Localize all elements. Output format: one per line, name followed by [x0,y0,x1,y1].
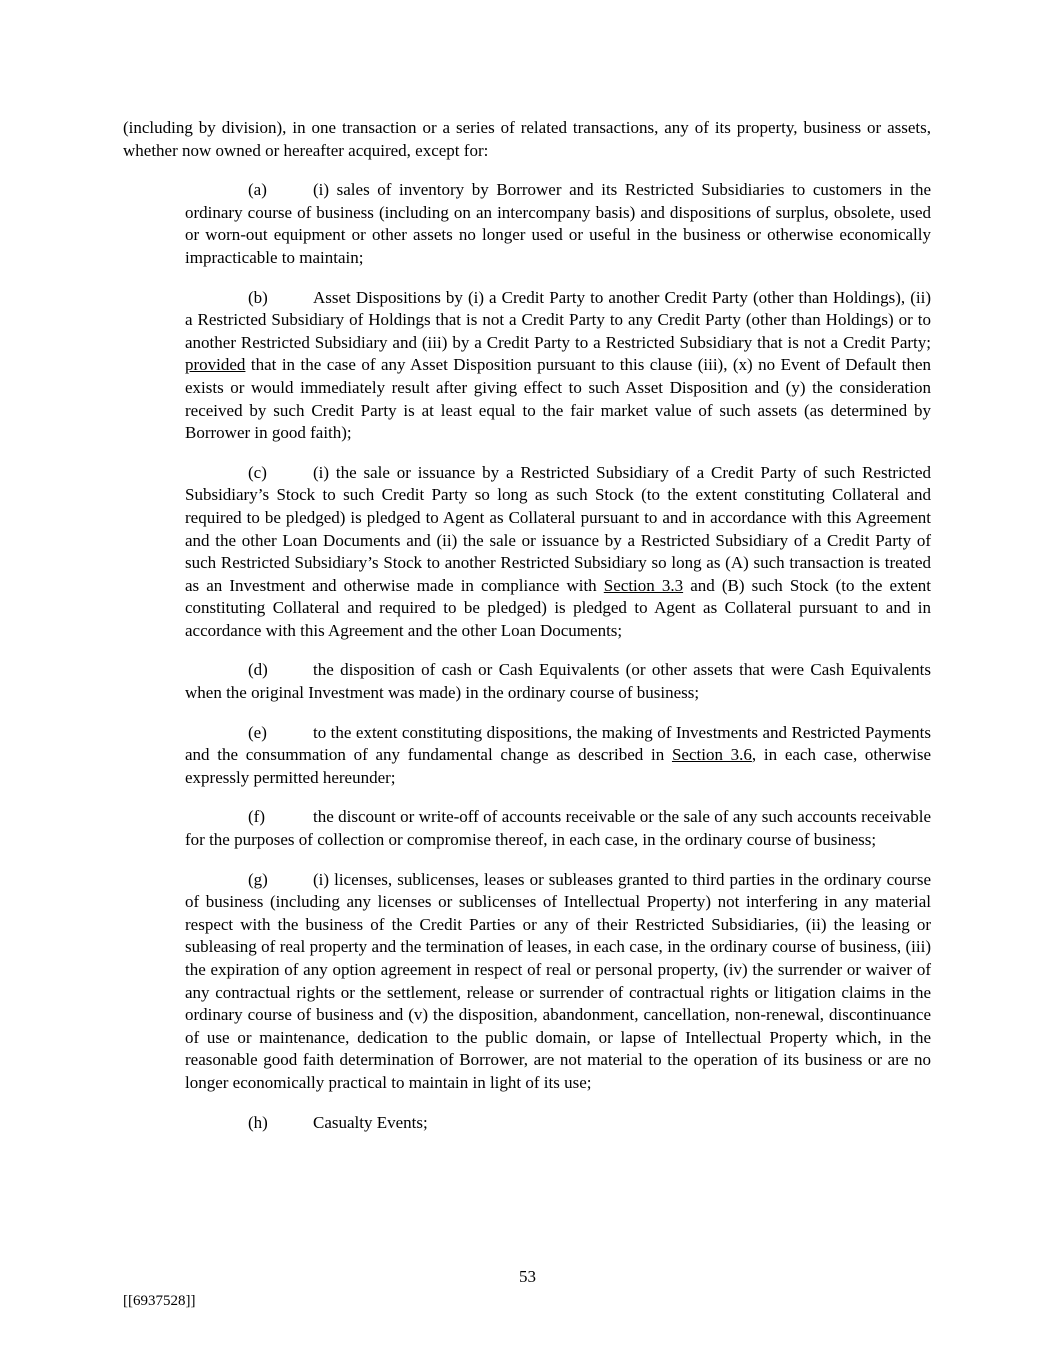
document-id-footer: [[6937528]] [123,1293,196,1309]
clause-a-text: (i) sales of inventory by Borrower and its Restricted Subsidiaries to customers in the ordinary course of business (including on an intercompany basis) and dispositions of surplus, obsolete, used or worn-out equipment or other assets no longer used or useful in the business or otherwise economically impracticable to maintain; [185,180,931,267]
clause-e-text: to the extent constituting dispositions, the making of Investments and Restricted Payments and the consummation of any fundamental change as described in Section 3.6, in each case, otherwise expressly permitted hereunder; [185,722,932,787]
clause-d [185,659,931,704]
clause-f [185,806,931,851]
document-body [123,117,931,1151]
intro-paragraph: (including by division), in one transaction or a series of related transactions, any of its property, business or assets, whether now owned or hereafter acquired, except for: [123,118,931,160]
clause-a-label: (a) [248,180,267,200]
clause-f-label: (f) [248,807,265,827]
clause-h-text: Casualty Events; [313,1112,428,1132]
clause-d-label: (d) [248,660,268,680]
clause-g-label: (g) [248,869,268,889]
clause-g-text: (i) licenses, sublicenses, leases or subleases granted to third parties in the ordinary course of business (including any licenses or sublicenses of Intellectual Property) not interfering in any material respect with the business of the Credit Parties or any of their Restricted Subsidiaries, (ii) the leasing or subleasing of real property and the termination of leases, in each case, in the ordinary course of business, (iii) the expiration of any option agreement in respect of real or personal property, (iv) the surrender or waiver of any contractual rights or the settlement, release or surrender of contractual rights or litigation claims in the ordinary course of business and (v) the disposition, abandonment, cancellation, non-renewal, discontinuance of use or maintenance, dedication to the public domain, or lapse of Intellectual Property which, in the reasonable good faith determination of Borrower, are not material to the operation of its business or are no longer economically practical to maintain in light of its use; [185,869,931,1092]
clause-d-text: the disposition of cash or Cash Equivalents (or other assets that were Cash Equivalents when the original Investment was made) in the ordinary course of business; [185,660,931,703]
clause-h-label: (h) [248,1112,268,1132]
clause-c-label: (c) [248,462,267,482]
clause-c [185,462,931,643]
clause-b-text: Asset Dispositions by (i) a Credit Party to another Credit Party (other than Holdings), (ii) a Restricted Subsidiary of Holdings that is not a Credit Party to any Credit Party (other than Holdings) or to another Restricted Subsidiary and (iii) by a Credit Party to a Restricted Subsidiary that is not a Credit Party; provided that in the case of any Asset Disposition pursuant to this clause (iii), (x) no Event of Default then exists or would immediately result after giving effect to such Asset Disposition and (y) the consideration received by such Credit Party is at least equal to the fair market value of such assets (as determined by Borrower in good faith); [185,287,931,443]
clause-a [185,179,931,269]
clause-e-label: (e) [248,722,267,742]
clause-b-label: (b) [248,287,268,307]
clause-h [185,1112,931,1135]
page-number: 53 [519,1267,536,1286]
clause-c-text: (i) the sale or issuance by a Restricted Subsidiary of a Credit Party of such Restricted Subsidiary’s Stock to such Credit Party so long as such Stock (to the extent constituting Collateral and required to be pledged) is pledged to Agent as Collateral pursuant to and in accordance with this Agreement and the other Loan Documents and (ii) the sale or issuance by a Restricted Subsidiary of a Credit Party of such Restricted Subsidiary’s Stock to another Restricted Subsidiary so long as (A) such transaction is treated as an Investment and otherwise made in compliance with Section 3.3 and (B) such Stock (to the extent constituting Collateral and required to be pledged) is pledged to Agent as Collateral pursuant to and in accordance with this Agreement and the other Loan Documents; [185,462,931,640]
clause-e [185,722,931,790]
clause-b [185,287,931,445]
clause-g [185,869,931,1095]
clause-f-text: the discount or write-off of accounts receivable or the sale of any such accounts receivable for the purposes of collection or compromise thereof, in each case, in the ordinary course of business; [185,807,931,850]
